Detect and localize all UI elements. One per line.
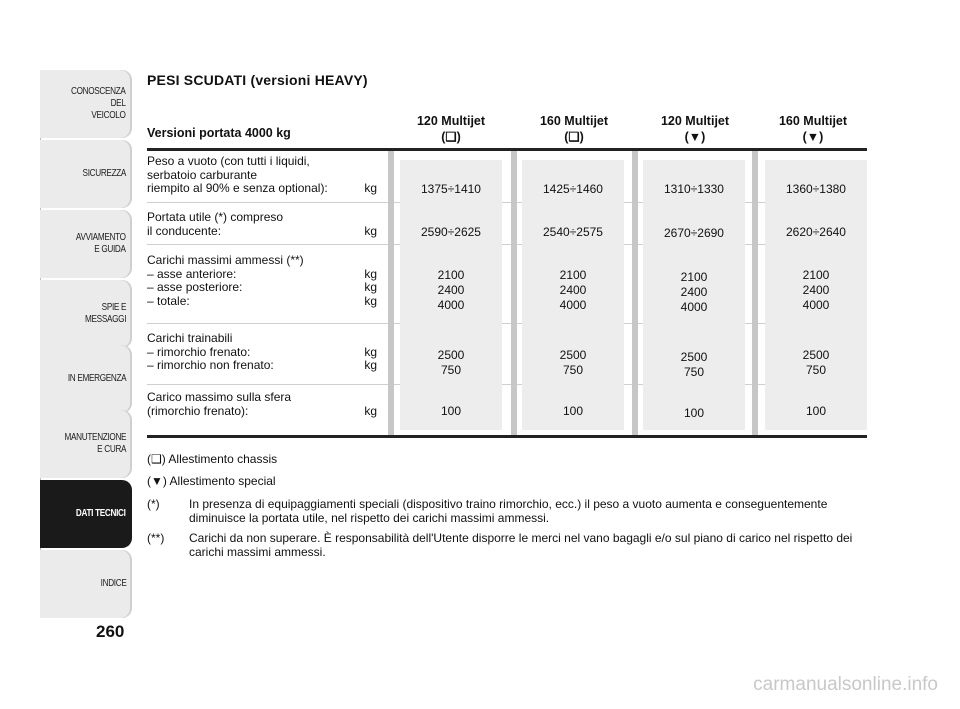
column-header-name: 120 Multijet (416, 114, 486, 128)
column-header-name: 120 Multijet (660, 114, 730, 128)
row-separator (147, 323, 867, 324)
table-cell: 100 (805, 404, 827, 418)
table-cell: 2590÷2625 (421, 225, 481, 239)
tab-indice[interactable] (40, 550, 132, 618)
legend-chassis: (❑) Allestimento chassis (147, 452, 278, 466)
column-header-name: 160 Multijet (778, 114, 848, 128)
tab-dati-tecnici[interactable] (40, 480, 132, 548)
tab-label: SPIE E MESSAGGI (84, 302, 126, 325)
tab-in-emergenza[interactable] (40, 345, 132, 413)
row-separator (147, 384, 867, 385)
table-cell: 1425÷1460 (543, 182, 603, 196)
tab-label: SICUREZZA (82, 168, 126, 179)
tab-label: CONOSCENZA DEL VEICOLO (71, 86, 126, 121)
table-cell: 2620÷2640 (786, 225, 846, 239)
column-divider (388, 151, 394, 435)
row-label-peso-a-vuoto: Peso a vuoto (con tutti i liquidi, serbatoio carburante riempito al 90% e senza optional): kg (147, 154, 377, 195)
tab-label: IN EMERGENZA (67, 373, 126, 384)
column-header-mark: (❑) (564, 130, 584, 144)
legend-special: (▼) Allestimento special (147, 474, 276, 488)
table-cell: 1360÷1380 (786, 182, 846, 196)
row-separator (147, 202, 867, 203)
table-cell: 100 (562, 404, 584, 418)
table-cell: 1375÷1410 (421, 182, 481, 196)
table-top-rule (147, 148, 867, 151)
column-header-mark: (▼) (684, 130, 706, 144)
footnote-mark: (*) (147, 497, 160, 511)
row-label-portata-utile: Portata utile (*) compreso il conducente: kg (147, 210, 377, 238)
tab-conoscenza-del-veicolo[interactable] (40, 70, 132, 138)
row-label-carico-sfera: Carico massimo sulla sfera (rimorchio frenato): kg (147, 390, 377, 418)
column-header-name: 160 Multijet (539, 114, 609, 128)
table-cell-group: 2500 750 (802, 348, 830, 377)
table-cell: 2540÷2575 (543, 225, 603, 239)
table-cell-group: 2100 2400 4000 (680, 270, 708, 314)
table-cell: 100 (683, 406, 705, 420)
table-subtitle: Versioni portata 4000 kg (147, 126, 291, 140)
tab-label: INDICE (100, 578, 126, 589)
footnote (147, 531, 867, 559)
column-header (758, 113, 868, 145)
tab-label: DATI TECNICI (76, 508, 126, 519)
tab-spie-e-messaggi[interactable] (40, 280, 132, 348)
table-cell-group: 2500 750 (437, 348, 465, 377)
column-header (640, 113, 750, 145)
table-cell-group: 2100 2400 4000 (559, 268, 587, 312)
table-cell-group: 2500 750 (680, 350, 708, 379)
tab-avviamento-e-guida[interactable] (40, 210, 132, 278)
tab-manutenzione-e-cura[interactable] (40, 410, 132, 478)
page-number: 260 (96, 622, 125, 641)
row-label-carichi-massimi: Carichi massimi ammessi (**) – asse anteriore: kg – asse posteriore: kg – totale: kg (147, 253, 377, 308)
column-divider (632, 151, 638, 435)
tab-label: MANUTENZIONE E CURA (64, 432, 126, 455)
column-header (519, 113, 629, 145)
footnote-text: Carichi da non superare. È responsabilità dell'Utente disporre le merci nel vano bagagli e/o sul piano di carico nel rispetto dei carichi massimi ammessi. (189, 531, 853, 559)
page-title: PESI SCUDATI (versioni HEAVY) (147, 72, 368, 88)
footnote-mark: (**) (147, 531, 165, 545)
footnote-text: In presenza di equipaggiamenti speciali (dispositivo traino rimorchio, ecc.) il peso a vuoto aumenta e conseguentemente diminuisce la portata utile, nel rispetto dei carichi massimi ammessi. (189, 497, 828, 525)
column-header-mark: (▼) (802, 130, 824, 144)
table-cell: 2670÷2690 (664, 226, 724, 240)
table-cell: 100 (440, 404, 462, 418)
table-cell-group: 2100 2400 4000 (802, 268, 830, 312)
row-label-carichi-trainabili: Carichi trainabili – rimorchio frenato: kg – rimorchio non frenato: kg (147, 331, 377, 372)
table-cell-group: 2500 750 (559, 348, 587, 377)
column-divider (752, 151, 758, 435)
table-cell-group: 2100 2400 4000 (437, 268, 465, 312)
column-header-mark: (❑) (441, 130, 461, 144)
table-cell: 1310÷1330 (664, 182, 724, 196)
tab-label: AVVIAMENTO E GUIDA (76, 232, 126, 255)
column-header (396, 113, 506, 145)
footnote (147, 497, 867, 525)
table-bottom-rule (147, 435, 867, 438)
tab-sicurezza[interactable] (40, 140, 132, 208)
watermark: carmanualsonline.info (753, 674, 938, 695)
row-separator (147, 244, 867, 245)
column-divider (511, 151, 517, 435)
